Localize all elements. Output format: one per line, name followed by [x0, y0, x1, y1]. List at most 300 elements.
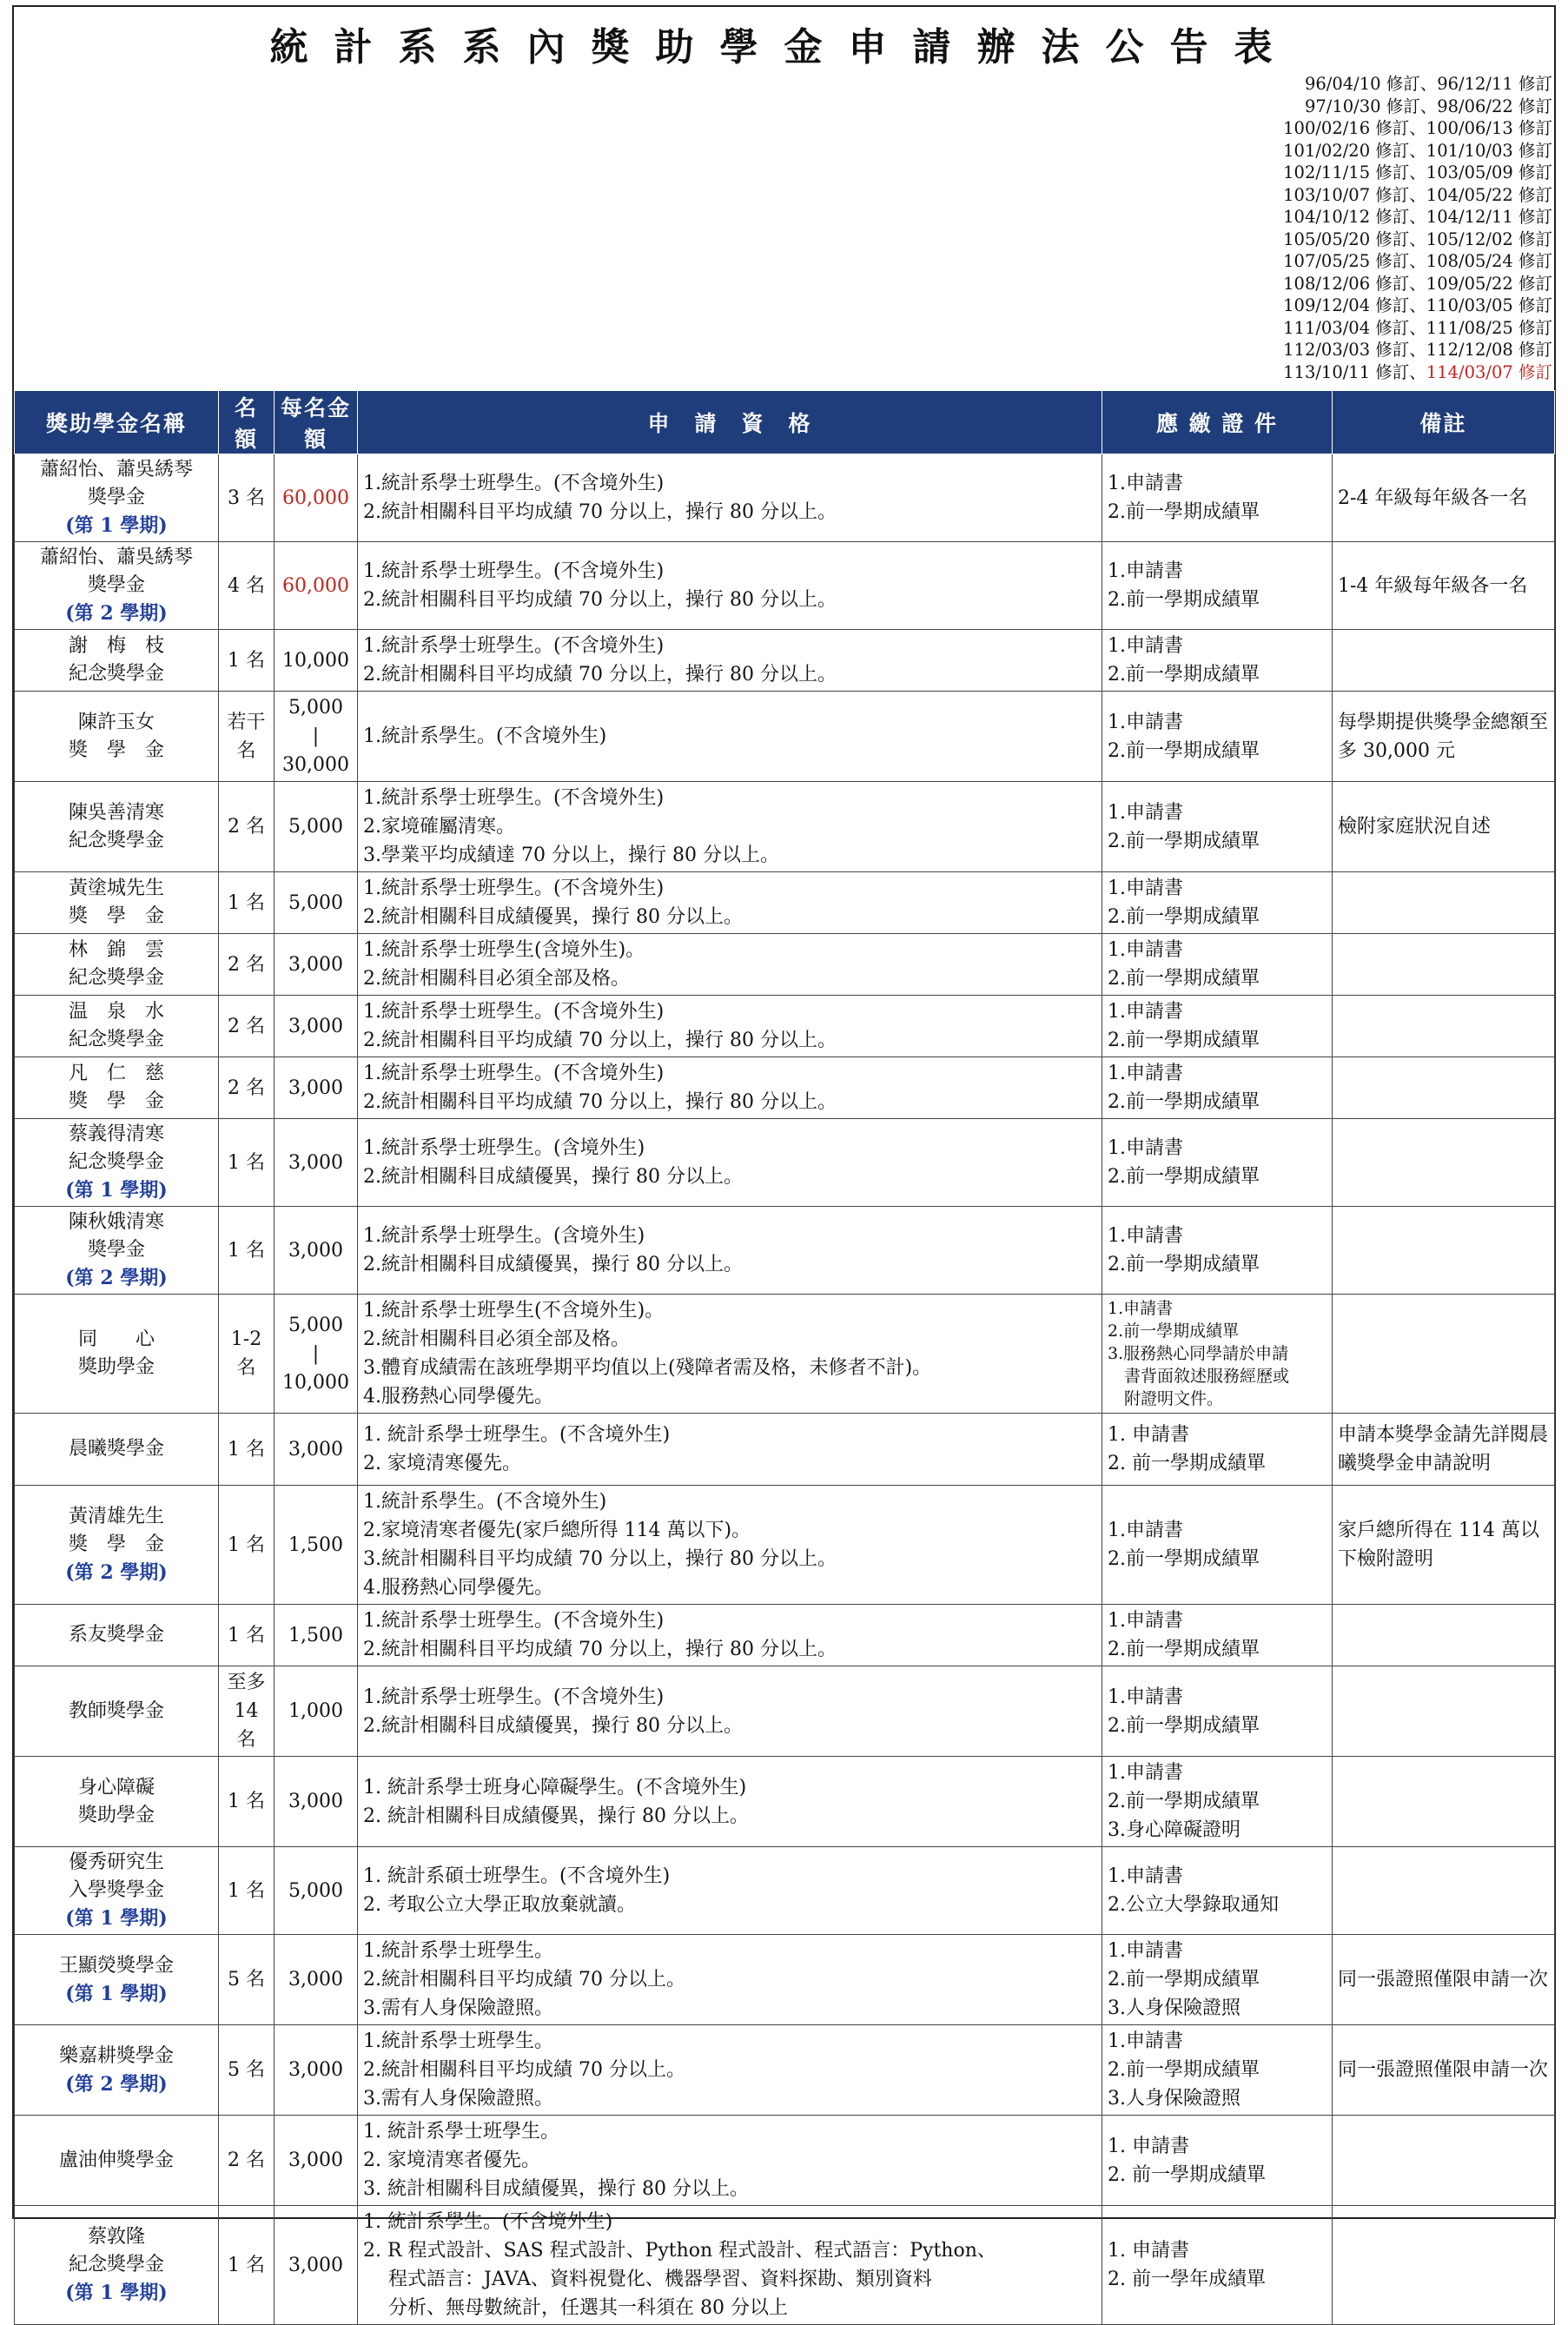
- scholarship-name: 入學獎學金: [68, 1879, 164, 1901]
- documents-cell: [1102, 1486, 1333, 1605]
- table-row: [15, 542, 1555, 630]
- quota-cell: 4 名: [219, 542, 275, 630]
- note-cell: [1333, 630, 1555, 692]
- scholarship-name: 紀念獎學金: [68, 663, 164, 685]
- documents-cell: [1102, 1057, 1333, 1119]
- requirement-line: 2.家境清寒者優先(家戶總所得 114 萬以下)。: [363, 1520, 751, 1541]
- table-row: [15, 1605, 1555, 1666]
- documents-cell: [1102, 1757, 1333, 1847]
- requirements-cell: [358, 2206, 1102, 2325]
- scholarship-name: 王顯熒獎學金: [58, 1954, 174, 1977]
- documents-cell: [1102, 996, 1333, 1057]
- requirement-line: 1.統計系學士班學生。(不含境外生): [363, 1063, 665, 1084]
- scholarship-name: 獎學金: [87, 487, 145, 508]
- requirement-line: 1.統計系學士班學生。(不含境外生): [363, 560, 665, 582]
- revision-text: 103/10/07 修訂、104/05/22 修訂: [1283, 184, 1552, 205]
- scholarship-name-cell: [15, 1414, 219, 1486]
- amount-cell: [275, 1414, 358, 1486]
- requirement-line: 1.統計系學士班學生。(含境外生): [363, 1225, 645, 1247]
- term-label: (第 1 學期): [65, 2282, 168, 2304]
- requirement-line: 分析、無母數統計，任選其一科須在 80 分以上: [363, 2297, 788, 2319]
- requirement-line: 1. 統計系碩士班學生。(不含境外生): [363, 1865, 671, 1887]
- document-line: 2.前一學期成績單: [1108, 589, 1260, 611]
- term-label: (第 1 學期): [65, 1907, 168, 1930]
- amount-cell: [275, 2116, 358, 2206]
- document-line: 2.前一學期成績單: [1108, 739, 1260, 762]
- documents-cell: [1102, 1207, 1333, 1295]
- scholarship-name: 系友獎學金: [68, 1624, 164, 1646]
- requirement-line: 1.統計系學士班學生(含境外生)。: [363, 939, 645, 961]
- amount-value: 3,000: [288, 1015, 343, 1037]
- scholarship-name-cell: [15, 934, 219, 996]
- requirements-cell: [358, 1847, 1102, 1935]
- document-line: 2. 前一學期成績單: [1108, 1453, 1266, 1474]
- note-cell: [1333, 2206, 1555, 2325]
- requirement-line: 1.統計系學士班學生。(不含境外生): [363, 1001, 665, 1023]
- requirement-line: 1. 統計系學士班身心障礙學生。(不含境外生): [363, 1776, 747, 1798]
- requirement-line: 2.統計相關科目平均成績 70 分以上，操行 80 分以上。: [363, 501, 837, 523]
- table-row: [15, 2025, 1555, 2116]
- requirements-cell: [358, 542, 1102, 630]
- scholarship-name: 紀念獎學金: [68, 829, 164, 851]
- table-row: [15, 872, 1555, 934]
- document-line: 3.人身保險證照: [1108, 2088, 1241, 2110]
- scholarship-name: 黃塗城先生: [68, 878, 164, 899]
- requirement-line: 3.體育成績需在該班學期平均值以上(殘障者需及格，未修者不計)。: [363, 1357, 932, 1379]
- revision-text: 111/03/04 修訂、111/08/25 修訂: [1283, 317, 1552, 338]
- amount-cell: [275, 782, 358, 872]
- requirement-line: 2.統計相關科目平均成績 70 分以上。: [363, 2059, 685, 2081]
- requirement-line: 2.統計相關科目成績優異，操行 80 分以上。: [363, 1166, 743, 1188]
- quota-cell: 2 名: [219, 934, 275, 996]
- scholarship-name-cell: [15, 1847, 219, 1935]
- requirement-line: 1.統計系學生。(不含境外生): [363, 1491, 607, 1513]
- document-line: 1.申請書: [1108, 1063, 1183, 1084]
- quota-cell: 1 名: [219, 1207, 275, 1295]
- documents-cell: [1102, 454, 1333, 542]
- document-line: 附證明文件。: [1108, 1389, 1224, 1408]
- amount-cell: [275, 1935, 358, 2025]
- documents-cell: [1102, 782, 1333, 872]
- amount-cell: [275, 2206, 358, 2325]
- table-row: [15, 1486, 1555, 1605]
- table-row: [15, 1207, 1555, 1295]
- amount-cell: [275, 454, 358, 542]
- scholarship-name-cell: [15, 454, 219, 542]
- document-line: 2.前一學期成績單: [1108, 1030, 1260, 1051]
- requirements-cell: [358, 1935, 1102, 2025]
- revision-text: 100/02/16 修訂、100/06/13 修訂: [1283, 118, 1552, 138]
- requirement-line: 3.統計相關科目平均成績 70 分以上，操行 80 分以上。: [363, 1548, 837, 1570]
- amount-cell: [275, 1207, 358, 1295]
- document-line: 1.申請書: [1108, 939, 1183, 961]
- note-cell: 1-4 年級每年級各一名: [1333, 542, 1555, 630]
- term-label: (第 2 學期): [65, 2072, 168, 2096]
- scholarship-name: 獎助學金: [77, 1804, 155, 1826]
- requirement-line: 程式語言：JAVA、資料視覺化、機器學習、資料探勘、類別資料: [363, 2269, 932, 2290]
- scholarship-name: 教師獎學金: [68, 1699, 164, 1722]
- revision-text: 96/04/10 修訂、96/12/11 修訂: [1304, 74, 1552, 94]
- requirement-line: 2.統計相關科目必須全部及格。: [363, 1328, 630, 1350]
- scholarship-name: 陳許玉女: [77, 711, 155, 733]
- revision-line: [1283, 295, 1552, 317]
- scholarship-name: 黃清雄先生: [68, 1506, 164, 1527]
- revision-text: 105/05/20 修訂、105/12/02 修訂: [1283, 229, 1552, 249]
- revision-line: [1283, 184, 1552, 207]
- note-cell: [1333, 1605, 1555, 1666]
- table-row: [15, 1757, 1555, 1847]
- document-line: 2.前一學期成績單: [1108, 664, 1260, 686]
- revision-line: [1283, 273, 1552, 295]
- scholarship-name: 優秀研究生: [68, 1851, 164, 1873]
- scholarship-name-cell: [15, 542, 219, 630]
- requirement-line: 1.統計系學士班學生。(不含境外生): [363, 473, 665, 494]
- amount-cell: [275, 1486, 358, 1605]
- document-line: 2.前一學期成績單: [1108, 1091, 1260, 1113]
- document-line: 3.服務熱心同學請於申請: [1108, 1344, 1289, 1363]
- requirement-line: 1. 統計系學士班學生。(不含境外生): [363, 1424, 671, 1446]
- amount-value: 1,000: [288, 1700, 343, 1722]
- scholarship-name: 身心障礙: [77, 1776, 155, 1798]
- document-line: 1.申請書: [1108, 473, 1183, 494]
- note-cell: 同一張證照僅限申請一次: [1333, 2025, 1555, 2116]
- amount-cell: [275, 934, 358, 996]
- document-line: 1.申請書: [1108, 1762, 1183, 1784]
- revision-latest: 114/03/07 修訂: [1426, 361, 1552, 382]
- revision-line: [1283, 339, 1552, 361]
- term-label: (第 1 學期): [65, 1179, 168, 1202]
- scholarship-name: 獎 學 金: [68, 905, 164, 927]
- scholarship-name-cell: [15, 692, 219, 782]
- amount-value: 1,500: [288, 1624, 343, 1646]
- amount-cell: [275, 1119, 358, 1207]
- amount-value: 3,000: [288, 1438, 343, 1461]
- note-cell: 申請本獎學金請先詳閱晨曦獎學金申請說明: [1333, 1414, 1555, 1486]
- scholarship-name: 蕭紹怡、蕭吳綉琴: [39, 546, 193, 568]
- table-row: [15, 1935, 1555, 2025]
- quota-cell: 1 名: [219, 872, 275, 934]
- scholarship-name-cell: [15, 1486, 219, 1605]
- requirement-line: 2. 考取公立大學正取放棄就讀。: [363, 1894, 636, 1916]
- amount-value: 3,000: [288, 1076, 343, 1099]
- requirement-line: 1.統計系學生。(不含境外生): [363, 725, 607, 747]
- scholarship-name: 紀念獎學金: [68, 1029, 164, 1050]
- requirement-line: 3.需有人身保險證照。: [363, 2088, 553, 2110]
- documents-cell: [1102, 1295, 1333, 1414]
- documents-cell: [1102, 2206, 1333, 2325]
- documents-cell: [1102, 630, 1333, 692]
- scholarship-name-cell: [15, 1935, 219, 2025]
- scholarship-name-cell: [15, 630, 219, 692]
- table-row: [15, 2206, 1555, 2325]
- scholarship-name: 獎 學 金: [68, 739, 164, 761]
- document-line: 2.前一學期成績單: [1108, 1791, 1260, 1812]
- table-row: [15, 1666, 1555, 1757]
- requirements-cell: [358, 1757, 1102, 1847]
- scholarship-name-cell: [15, 1295, 219, 1414]
- scholarship-name-cell: [15, 872, 219, 934]
- document-line: 1.申請書: [1108, 560, 1183, 582]
- document-line: 2.前一學期成績單: [1108, 1254, 1260, 1275]
- amount-value: 3,000: [288, 2254, 343, 2276]
- revision-line: [1283, 140, 1552, 162]
- amount-max: 10,000: [282, 1371, 349, 1394]
- revision-text: 109/12/04 修訂、110/03/05 修訂: [1283, 295, 1552, 315]
- note-cell: 檢附家庭狀況自述: [1333, 782, 1555, 872]
- requirement-line: 4.服務熱心同學優先。: [363, 1386, 553, 1408]
- requirements-cell: [358, 1295, 1102, 1414]
- documents-cell: [1102, 1666, 1333, 1757]
- scholarship-name-cell: [15, 1757, 219, 1847]
- document-line: 1.申請書: [1108, 1940, 1183, 1962]
- quota-cell: 若干名: [219, 692, 275, 782]
- document-line: 1.申請書: [1108, 2030, 1183, 2052]
- document-line: 2.前一學期成績單: [1108, 2059, 1260, 2081]
- scholarship-name-cell: [15, 1057, 219, 1119]
- scholarship-name: 林 錦 雲: [68, 939, 164, 961]
- document-line: 2.前一學期成績單: [1108, 1548, 1260, 1570]
- quota-cell: 2 名: [219, 996, 275, 1057]
- quota-cell: 1 名: [219, 1414, 275, 1486]
- scholarship-name-cell: [15, 1207, 219, 1295]
- note-cell: [1333, 1119, 1555, 1207]
- revision-line: [1283, 73, 1552, 96]
- header-quota: 名 額: [219, 391, 275, 454]
- document-line: 2.前一學期成績單: [1108, 968, 1260, 990]
- revision-line: [1283, 162, 1552, 184]
- table-row: [15, 692, 1555, 782]
- scholarship-name: 紀念獎學金: [68, 1151, 164, 1173]
- scholarship-name: 獎學金: [87, 574, 145, 596]
- requirement-line: 1.統計系學士班學生。: [363, 1940, 553, 1962]
- document-line: 2.前一學期成績單: [1108, 1321, 1240, 1341]
- term-label: (第 2 學期): [65, 1267, 168, 1289]
- requirements-cell: [358, 1605, 1102, 1666]
- revision-line: [1283, 229, 1552, 251]
- quota-cell: 2 名: [219, 2116, 275, 2206]
- quota-cell: 1 名: [219, 1847, 275, 1935]
- quota-cell: 5 名: [219, 2025, 275, 2116]
- scholarship-name-cell: [15, 782, 219, 872]
- note-cell: [1333, 1057, 1555, 1119]
- revision-text: 104/10/12 修訂、104/12/11 修訂: [1283, 207, 1552, 227]
- quota-cell: 2 名: [219, 1057, 275, 1119]
- quota-cell: 2 名: [219, 782, 275, 872]
- document-line: 書背面敘述服務經歷或: [1108, 1367, 1290, 1386]
- amount-value: 10,000: [282, 649, 349, 672]
- requirement-line: 2.統計相關科目成績優異，操行 80 分以上。: [363, 1714, 743, 1737]
- amount-separator: |: [312, 1342, 320, 1365]
- quota-cell: 至多 14 名: [219, 1666, 275, 1757]
- quota-cell: 1 名: [219, 1486, 275, 1605]
- document-line: 1.申請書: [1108, 1225, 1183, 1247]
- document-line: 1.申請書: [1108, 1610, 1183, 1632]
- revision-history: [1283, 73, 1552, 383]
- note-cell: 2-4 年級每年級各一名: [1333, 454, 1555, 542]
- requirement-line: 1.統計系學士班學生。(不含境外生): [363, 1686, 665, 1708]
- requirement-line: 2.家境確屬清寒。: [363, 816, 515, 838]
- document-line: 2.公立大學錄取通知: [1108, 1894, 1279, 1916]
- amount-value: 5,000: [288, 891, 343, 914]
- documents-cell: [1102, 2116, 1333, 2206]
- documents-cell: [1102, 934, 1333, 996]
- scholarship-name: 温 泉 水: [68, 1001, 164, 1023]
- requirements-cell: [358, 1666, 1102, 1757]
- revision-line: [1283, 117, 1552, 140]
- scholarship-name: 蕭紹怡、蕭吳綉琴: [39, 459, 193, 480]
- requirement-line: 3. 統計相關科目成績優異，操行 80 分以上。: [363, 2178, 749, 2200]
- document-line: 2.前一學期成績單: [1108, 906, 1260, 928]
- requirement-line: 1.統計系學士班學生(不含境外生)。: [363, 1300, 665, 1321]
- table-row: [15, 782, 1555, 872]
- note-cell: [1333, 1847, 1555, 1935]
- quota-cell: 1 名: [219, 2206, 275, 2325]
- requirement-line: 2. 家境清寒優先。: [363, 1453, 521, 1474]
- document-line: 1.申請書: [1108, 711, 1183, 733]
- requirement-line: 2.統計相關科目平均成績 70 分以上，操行 80 分以上。: [363, 1639, 837, 1660]
- quota-cell: 5 名: [219, 1935, 275, 2025]
- revision-text: 113/10/11 修訂、: [1283, 361, 1426, 382]
- scholarship-name: 陳秋娥清寒: [68, 1211, 164, 1233]
- document-line: 2.前一學期成績單: [1108, 1714, 1260, 1737]
- note-cell: [1333, 1207, 1555, 1295]
- table-row: [15, 1414, 1555, 1486]
- requirements-cell: [358, 872, 1102, 934]
- scholarship-name: 陳吳善清寒: [68, 801, 164, 824]
- term-label: (第 1 學期): [65, 1982, 168, 2005]
- amount-cell: [275, 630, 358, 692]
- revision-line: [1283, 361, 1552, 384]
- scholarship-name-cell: [15, 1666, 219, 1757]
- scholarship-table: [14, 390, 1555, 2325]
- amount-cell: [275, 1605, 358, 1666]
- requirements-cell: [358, 1207, 1102, 1295]
- document-line: 2.前一學期成績單: [1108, 1166, 1260, 1188]
- scholarship-name-cell: [15, 996, 219, 1057]
- header-requirements: 申 請 資 格: [358, 391, 1102, 454]
- requirement-line: 1.統計系學士班學生。(不含境外生): [363, 1610, 665, 1632]
- document-line: 2.前一學期成績單: [1108, 1969, 1260, 1990]
- requirement-line: 3.需有人身保險證照。: [363, 1997, 553, 2019]
- scholarship-name: 獎 學 金: [68, 1533, 164, 1555]
- scholarship-name: 紀念獎學金: [68, 967, 164, 989]
- scholarship-name: 蔡義得清寒: [68, 1123, 164, 1145]
- document-line: 1. 申請書: [1108, 2135, 1189, 2157]
- table-row: [15, 934, 1555, 996]
- requirement-line: 1.統計系學士班學生。(含境外生): [363, 1137, 645, 1159]
- requirement-line: 2.統計相關科目平均成績 70 分以上。: [363, 1969, 685, 1990]
- scholarship-name: 晨曦獎學金: [68, 1438, 164, 1460]
- document-line: 1.申請書: [1108, 1686, 1183, 1708]
- requirements-cell: [358, 1119, 1102, 1207]
- document-line: 1.申請書: [1108, 1865, 1183, 1887]
- revision-line: [1283, 317, 1552, 340]
- header-notes: 備註: [1333, 391, 1555, 454]
- scholarship-name: 謝 梅 枝: [68, 635, 164, 657]
- scholarship-name: 同 心: [77, 1328, 155, 1350]
- table-row: [15, 2116, 1555, 2206]
- table-row: [15, 630, 1555, 692]
- requirement-line: 2.統計相關科目平均成績 70 分以上，操行 80 分以上。: [363, 664, 837, 686]
- quota-cell: 1 名: [219, 630, 275, 692]
- header-documents: 應 繳 證 件: [1102, 391, 1333, 454]
- note-cell: 家戶總所得在 114 萬以下檢附證明: [1333, 1486, 1555, 1605]
- requirements-cell: [358, 1057, 1102, 1119]
- revision-text: 97/10/30 修訂、98/06/22 修訂: [1304, 96, 1552, 116]
- document-line: 2.前一學期成績單: [1108, 1639, 1260, 1660]
- document-line: 1.申請書: [1108, 1520, 1183, 1541]
- amount-value: 3,000: [288, 953, 343, 976]
- amount-cell: [275, 1295, 358, 1414]
- document-line: 2.前一學期成績單: [1108, 501, 1260, 523]
- requirement-line: 2.統計相關科目成績優異，操行 80 分以上。: [363, 1254, 743, 1275]
- amount-value: 3,000: [288, 1151, 343, 1174]
- amount-cell: [275, 872, 358, 934]
- amount-cell: [275, 1666, 358, 1757]
- documents-cell: [1102, 692, 1333, 782]
- table-row: [15, 454, 1555, 542]
- scholarship-name-cell: [15, 1119, 219, 1207]
- amount-cell: [275, 1057, 358, 1119]
- revision-line: [1283, 206, 1552, 229]
- amount-value: 3,000: [288, 1239, 343, 1262]
- quota-cell: 1 名: [219, 1605, 275, 1666]
- amount-cell: [275, 542, 358, 630]
- note-cell: [1333, 1757, 1555, 1847]
- table-row: [15, 1119, 1555, 1207]
- amount-value: 5,000: [288, 1879, 343, 1902]
- document-line: 1.申請書: [1108, 1299, 1174, 1318]
- quota-cell: 3 名: [219, 454, 275, 542]
- note-cell: [1333, 1295, 1555, 1414]
- scholarship-name: 獎 學 金: [68, 1090, 164, 1112]
- requirements-cell: [358, 1486, 1102, 1605]
- note-cell: [1333, 934, 1555, 996]
- requirement-line: 2. 統計相關科目成績優異，操行 80 分以上。: [363, 1805, 749, 1827]
- scholarship-name: 凡 仁 慈: [68, 1063, 164, 1084]
- term-label: (第 1 學期): [65, 514, 168, 537]
- note-cell: 每學期提供獎學金總額至多 30,000 元: [1333, 692, 1555, 782]
- requirement-line: 2.統計相關科目平均成績 70 分以上，操行 80 分以上。: [363, 1091, 837, 1113]
- requirement-line: 2. R 程式設計、SAS 程式設計、Python 程式設計、程式語言：Python、: [363, 2240, 996, 2262]
- requirement-line: 1. 統計系學生。(不含境外生): [363, 2211, 613, 2233]
- documents-cell: [1102, 872, 1333, 934]
- document-line: 1.申請書: [1108, 878, 1183, 899]
- documents-cell: [1102, 2025, 1333, 2116]
- scholarship-name: 獎助學金: [77, 1356, 155, 1378]
- document-line: 1.申請書: [1108, 1001, 1183, 1023]
- revision-text: 112/03/03 修訂、112/12/08 修訂: [1283, 340, 1552, 360]
- documents-cell: [1102, 1935, 1333, 2025]
- amount-cell: [275, 1757, 358, 1847]
- document-line: 2. 前一學年成績單: [1108, 2269, 1266, 2290]
- document-line: 1.申請書: [1108, 635, 1183, 657]
- requirements-cell: [358, 996, 1102, 1057]
- scholarship-name-cell: [15, 2025, 219, 2116]
- amount-cell: [275, 1847, 358, 1935]
- amount-value: 60,000: [282, 574, 349, 597]
- amount-value: 5,000: [288, 1314, 343, 1336]
- table-row: [15, 1295, 1555, 1414]
- requirement-line: 2.統計相關科目平均成績 70 分以上，操行 80 分以上。: [363, 589, 837, 611]
- term-label: (第 2 學期): [65, 1561, 168, 1584]
- document-line: 1.申請書: [1108, 1137, 1183, 1159]
- header-name: 獎助學金名稱: [15, 391, 219, 454]
- requirement-line: 4.服務熱心同學優先。: [363, 1577, 553, 1599]
- amount-cell: [275, 996, 358, 1057]
- documents-cell: [1102, 1847, 1333, 1935]
- quota-cell: 1 名: [219, 1119, 275, 1207]
